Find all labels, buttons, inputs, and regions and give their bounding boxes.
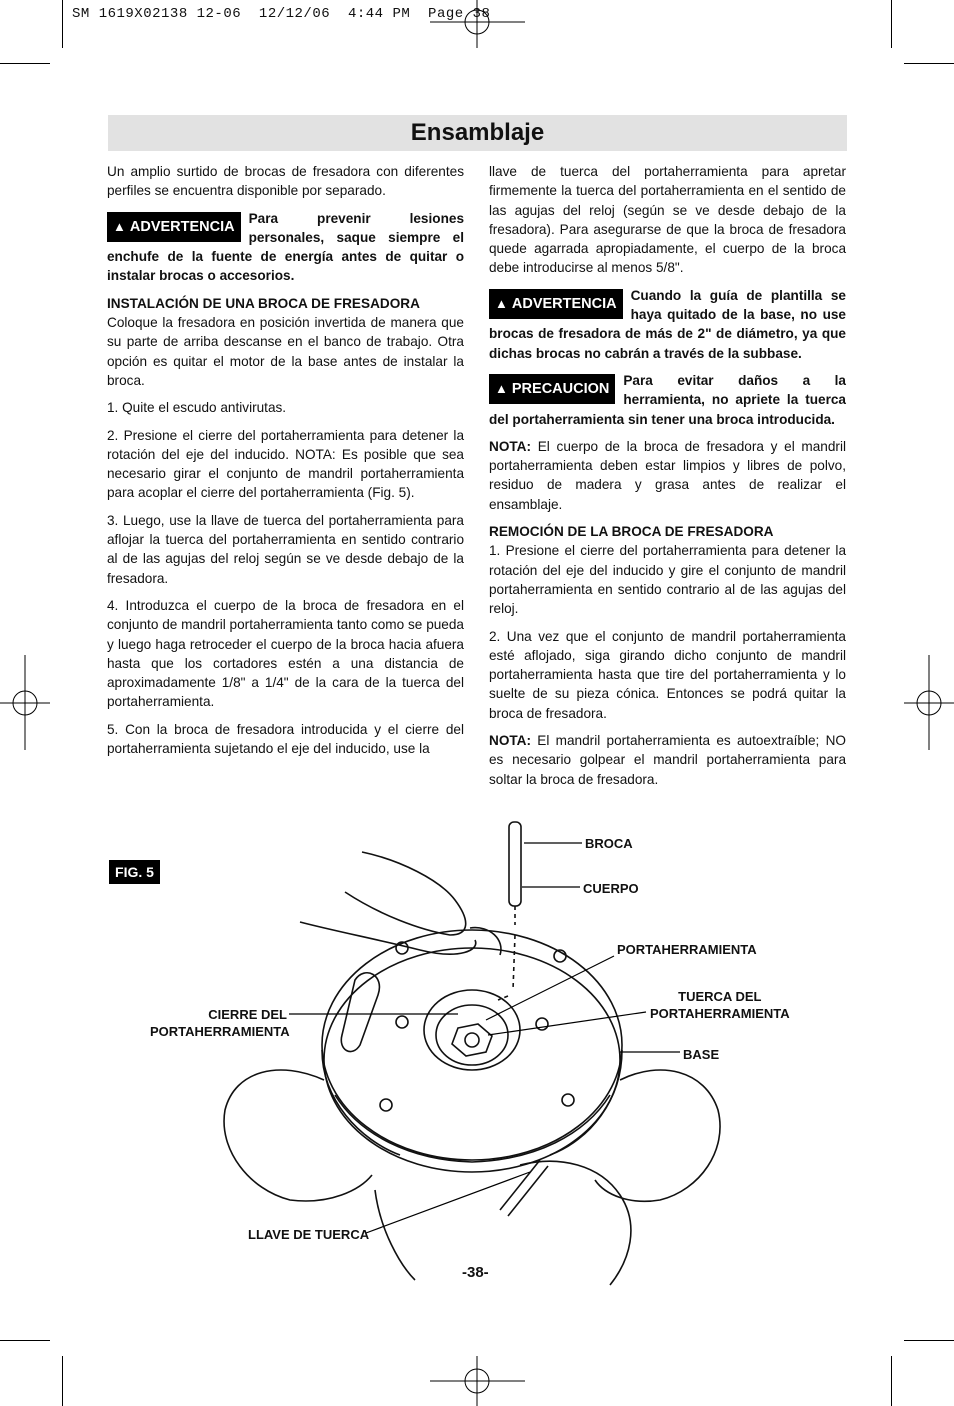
advertencia-badge: ▲ ADVERTENCIA: [107, 212, 241, 242]
callout-cuerpo: CUERPO: [583, 881, 639, 896]
step: 2. Una vez que el conjunto de mandril portaherramienta esté aflojado, siga girando dicho conjunto de mandril portaherramienta hasta que tire del portaherramienta y lo suelte de su pieza cónica. Entonces se podrá quitar la broca de fresadora.: [489, 628, 846, 721]
section-heading: REMOCIÓN DE LA BROCA DE FRESADORA: [489, 524, 774, 540]
step: 2. Presione el cierre del portaherramienta para detener la rotación del eje del inducido. NOTA: Es posible que sea necesario girar el conjunto de mandril portaherramienta para acoplar el cierre del portaherramienta (Fig. 5).: [107, 427, 464, 501]
warning-triangle-icon: ▲: [495, 380, 508, 396]
warning-triangle-icon: ▲: [113, 218, 126, 234]
step: 4. Introduzca el cuerpo de la broca de fresadora en el conjunto de mandril portaherramienta tanto como se pueda y luego haga retroceder el cuerpo de la broca hacia afuera hasta que los cortadores estén a una distancia de aproximadamente 1/8" a 1/4" de la cara de la tuerca del portaherramienta.: [107, 597, 464, 710]
caution-text: Para evitar daños a la herramienta, no apriete la tuerca del portaherramienta sin tener una broca introducida.: [489, 372, 846, 427]
callout-tuerca: TUERCA DEL PORTAHERRAMIENTA: [650, 989, 790, 1021]
page-title: Ensamblaje: [410, 119, 545, 146]
figure-label: FIG. 5: [109, 860, 160, 884]
callout-llave: LLAVE DE TUERCA: [248, 1227, 370, 1242]
print-slug: SM 1619X02138 12-06 12/12/06 4:44 PM Page 38: [72, 6, 491, 22]
page-number: -38-: [462, 1264, 489, 1281]
warning-triangle-icon: ▲: [495, 295, 508, 311]
intro-paragraph: Un amplio surtido de brocas de fresadora con diferentes perfiles se encuentra disponible por separado.: [107, 164, 464, 199]
callout-broca: BROCA: [585, 836, 633, 851]
warning-text: Cuando la guía de plantilla se haya quitado de la base, no use brocas de fresadora de más de 2" de diámetro, ya que dichas brocas no cabrán a través de la subbase.: [489, 287, 846, 361]
precaucion-badge: ▲ PRECAUCION: [489, 374, 615, 404]
step: 1. Presione el cierre del portaherramienta para detener la rotación del eje del inducido y gire el conjunto de mandril portaherramienta en sentido contrario al de las agujas del reloj.: [489, 543, 846, 617]
advertencia-badge: ▲ ADVERTENCIA: [489, 289, 623, 319]
step: 3. Luego, use la llave de tuerca del portaherramienta para aflojar la tuerca del portaherramienta en sentido contrario al de las agujas del reloj según se ve desde debajo de la fresadora.: [107, 512, 464, 586]
callout-portaherramienta: PORTAHERRAMIENTA: [617, 942, 757, 957]
note: NOTA: El mandril portaherramienta es autoextraíble; NO es necesario golpear el mandril portaherramienta para soltar la broca de fresadora.: [489, 733, 846, 787]
callout-base: BASE: [683, 1047, 720, 1062]
section-heading: INSTALACIÓN DE UNA BROCA DE FRESADORA: [107, 295, 420, 311]
step: 5. Con la broca de fresadora introducida y el cierre del portaherramienta sujetando el eje del inducido, use la: [107, 721, 464, 757]
router-bit: [509, 822, 521, 906]
callout-cierre: CIERRE DEL PORTAHERRAMIENTA: [150, 1007, 290, 1039]
paragraph: Coloque la fresadora en posición invertida de manera que su parte de arriba descanse en el banco de trabajo. Otra opción es quitar el motor de la base antes de instalar la broca.: [107, 315, 464, 388]
note: NOTA: El cuerpo de la broca de fresadora y el mandril portaherramienta deben estar limpios y libres de polvo, residuo de madera y grasa antes de realizar el ensamblaje.: [489, 438, 846, 512]
step: 1. Quite el escudo antivirutas.: [107, 400, 287, 416]
warning-text: Para prevenir lesiones personales, saque siempre el enchufe de la fuente de energía antes de quitar o instalar brocas o accesorios.: [107, 210, 464, 284]
paragraph: llave de tuerca del portaherramienta para apretar firmemente la tuerca del portaherramienta en el sentido de las agujas del reloj (según se ve desde debajo de la fresadora). Para asegurarse de que la broca de fresadora quede agarrada apropiadamente, el cuerpo de la broca debe introducirse al menos 5/8".: [489, 164, 846, 276]
